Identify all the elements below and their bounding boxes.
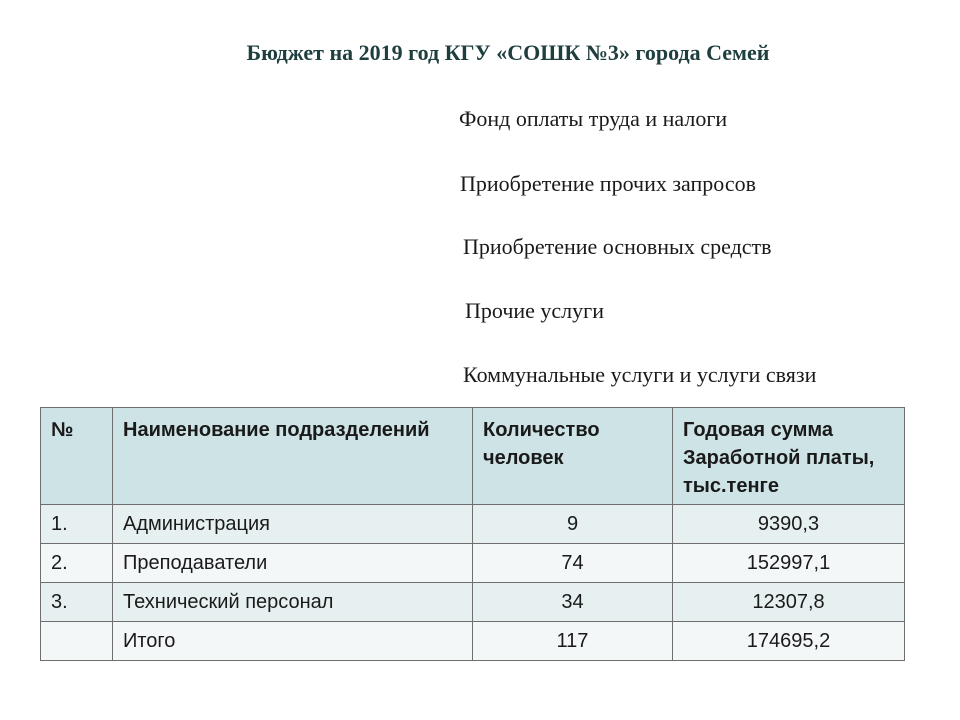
cell-department: Итого <box>113 622 473 661</box>
cell-department: Администрация <box>113 505 473 544</box>
cell-number: 2. <box>41 544 113 583</box>
cell-number: 1. <box>41 505 113 544</box>
cell-department: Преподаватели <box>113 544 473 583</box>
table-row-total <box>41 622 905 661</box>
header-department: Наименование подразделений <box>113 408 473 505</box>
slide-title: Бюджет на 2019 год КГУ «СОШК №3» города Семей <box>246 40 770 65</box>
legend-item-payroll: Фонд оплаты труда и налоги <box>459 106 728 131</box>
table-row <box>41 583 905 622</box>
cell-annual-salary: 152997,1 <box>673 544 905 583</box>
legend-item-other-services: Прочие услуги <box>465 298 604 323</box>
header-headcount: Количество человек <box>473 408 673 505</box>
table-header-row <box>41 408 905 505</box>
header-annual-salary: Годовая сумма Заработной платы, тыс.тенге <box>673 408 905 505</box>
cell-annual-salary: 12307,8 <box>673 583 905 622</box>
table-row <box>41 505 905 544</box>
cell-department: Технический персонал <box>113 583 473 622</box>
cell-annual-salary: 174695,2 <box>673 622 905 661</box>
cell-headcount: 9 <box>473 505 673 544</box>
budget-table <box>40 407 905 661</box>
header-number: № <box>41 408 113 505</box>
legend-item-fixed-assets: Приобретение основных средств <box>463 234 772 259</box>
cell-headcount: 117 <box>473 622 673 661</box>
cell-headcount: 34 <box>473 583 673 622</box>
legend-item-other-purchases: Приобретение прочих запросов <box>460 171 756 196</box>
legend-item-utilities: Коммунальные услуги и услуги связи <box>463 362 817 387</box>
cell-number <box>41 622 113 661</box>
table-row <box>41 544 905 583</box>
cell-number: 3. <box>41 583 113 622</box>
cell-annual-salary: 9390,3 <box>673 505 905 544</box>
cell-headcount: 74 <box>473 544 673 583</box>
